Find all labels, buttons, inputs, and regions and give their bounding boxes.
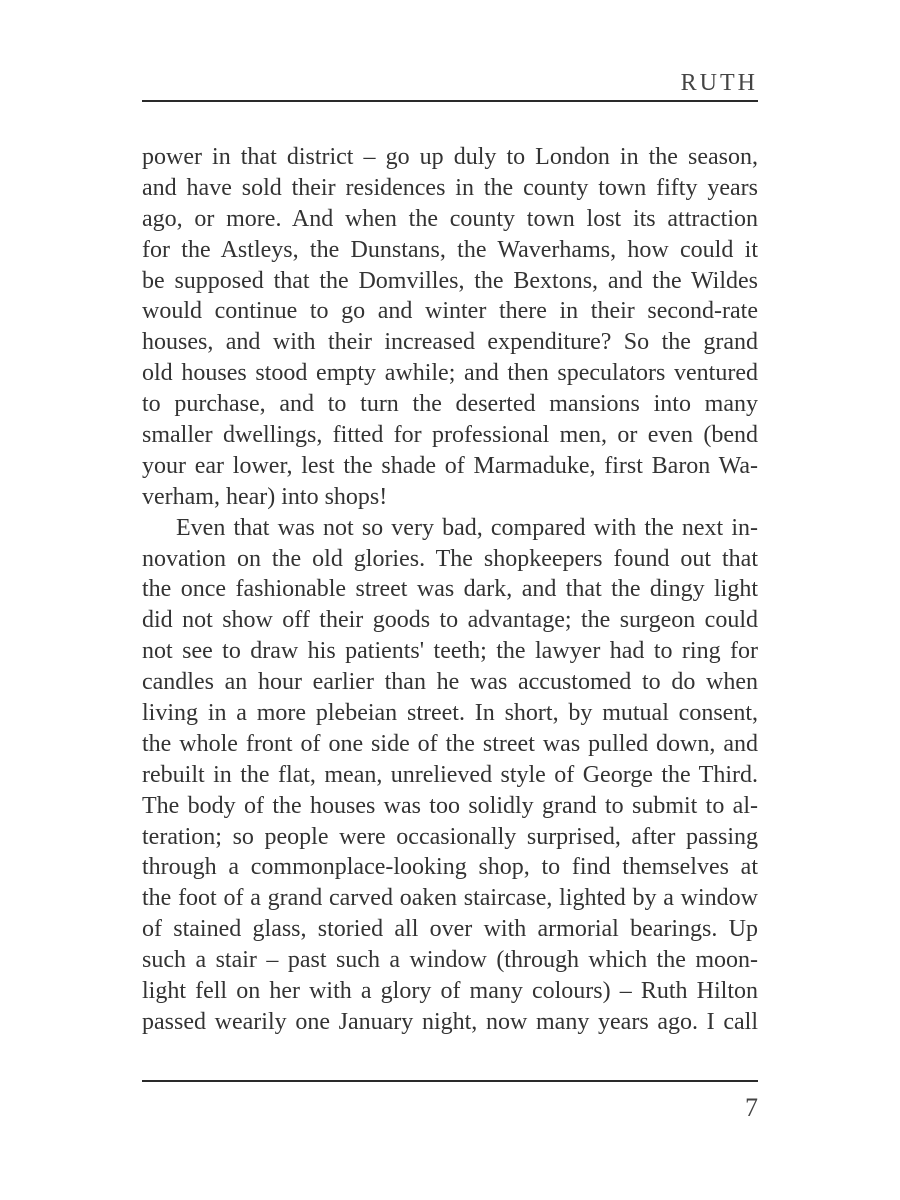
- text-line: your ear lower, lest the shade of Marmaduke, first Baron Wa-: [142, 452, 758, 479]
- text-line: through a commonplace-looking shop, to find themselves at: [142, 854, 758, 881]
- text-line: did not show off their goods to advantage; the surgeon could: [142, 607, 758, 634]
- page-number: 7: [745, 1093, 758, 1122]
- footer-rule: [142, 1080, 758, 1082]
- text-line: the whole front of one side of the street was pulled down, and: [142, 730, 758, 757]
- text-line: passed wearily one January night, now many years ago. I call: [142, 1008, 758, 1035]
- text-line: such a stair – past such a window (through which the moon-: [142, 947, 758, 974]
- text-line: old houses stood empty awhile; and then speculators ventured: [142, 360, 758, 387]
- text-line: would continue to go and winter there in their second-rate: [142, 298, 758, 325]
- text-line: verham, hear) into shops!: [142, 483, 388, 510]
- text-line: power in that district – go up duly to London in the season,: [142, 144, 758, 170]
- text-line: of stained glass, storied all over with armorial bearings. Up: [142, 916, 758, 943]
- body-text: [142, 142, 758, 1038]
- text-line: the foot of a grand carved oaken staircase, lighted by a window: [142, 885, 758, 912]
- paragraph: [142, 513, 758, 1038]
- text-line: houses, and with their increased expenditure? So the grand: [142, 329, 758, 356]
- text-line: candles an hour earlier than he was accustomed to do when: [142, 669, 758, 696]
- running-head: RUTH: [680, 70, 758, 96]
- text-line: the once fashionable street was dark, and that the dingy light: [142, 576, 758, 603]
- text-line: not see to draw his patients' teeth; the lawyer had to ring for: [142, 638, 758, 665]
- text-line: smaller dwellings, fitted for professional men, or even (bend: [142, 422, 758, 449]
- text-line: rebuilt in the flat, mean, unrelieved style of George the Third.: [142, 761, 758, 788]
- text-line: light fell on her with a glory of many colours) – Ruth Hilton: [142, 978, 758, 1005]
- text-line: living in a more plebeian street. In short, by mutual consent,: [142, 700, 758, 727]
- header-rule: [142, 100, 758, 102]
- text-line: Even that was not so very bad, compared with the next in-: [176, 514, 758, 541]
- paragraph: [142, 142, 758, 513]
- text-line: for the Astleys, the Dunstans, the Waverhams, how could it: [142, 236, 758, 263]
- text-line: to purchase, and to turn the deserted mansions into many: [142, 391, 758, 418]
- text-line: ago, or more. And when the county town lost its attraction: [142, 205, 758, 232]
- text-line: teration; so people were occasionally surprised, after passing: [142, 823, 758, 850]
- text-line: The body of the houses was too solidly grand to submit to al-: [142, 792, 758, 819]
- text-line: be supposed that the Domvilles, the Bextons, and the Wildes: [142, 267, 758, 294]
- text-line: and have sold their residences in the county town fifty years: [142, 174, 758, 201]
- text-line: novation on the old glories. The shopkeepers found out that: [142, 545, 758, 572]
